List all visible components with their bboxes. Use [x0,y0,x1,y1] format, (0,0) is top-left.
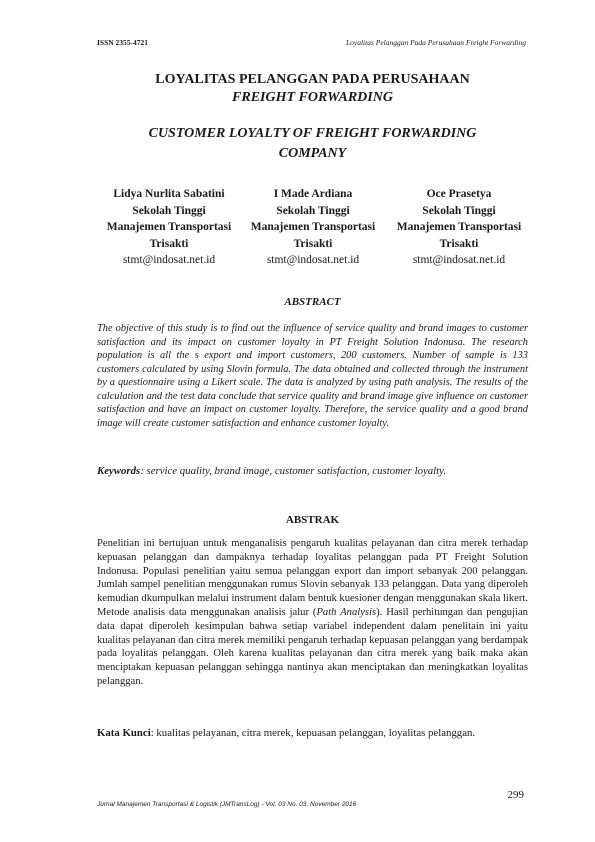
abstrak-heading: ABSTRAK [285,514,340,526]
issn-label: ISSN 2355-4721 [97,38,149,47]
author-block [384,186,534,269]
author-email: stmt@indosat.net.id [266,254,360,266]
author-name: Lidya Nurlita Sabatini [113,188,225,200]
title-id-line2: FREIGHT FORWARDING [232,90,393,105]
author-block [238,186,388,269]
kata-kunci-label: Kata Kunci [97,727,151,739]
author-name: Oce Prasetya [426,188,492,200]
title-en-line2: COMPANY [278,146,347,161]
page-number: 299 [507,789,524,801]
title-indonesian [60,71,565,107]
abstrak-body [97,537,528,689]
journal-footer: Jurnal Manajemen Transportasi & Logistik (JMTransLog) - Vol. 03 No. 03, November 2016 [97,801,357,808]
running-title: Loyalitas Pelanggan Pada Perusahaan Freight Forwarding [345,38,526,47]
title-english [60,124,565,164]
keywords-english [97,465,528,477]
abstract-heading: ABSTRACT [284,296,341,308]
author-affiliation: Sekolah Tinggi Manajemen Transportasi Trisakti [396,204,522,250]
kata-kunci-text: : kualitas pelayanan, citra merek, kepuasan pelanggan, loyalitas pelanggan. [150,727,476,739]
author-block [94,186,244,269]
author-affiliation: Sekolah Tinggi Manajemen Transportasi Trisakti [106,204,232,250]
author-name: I Made Ardiana [273,188,353,200]
abstrak-text-part1: Penelitian ini bertujuan untuk menganalisis pengaruh kualitas pelayanan dan citra merek terhadap kepuasan pelanggan dan dampaknya terhadap loyalitas pelanggan pada PT Freight Solution Indonusa. Populasi penelitian yaitu semua pelanggan export dan import sebanyak 200 pelanggan. Jumlah sampel penelitian menggunakan rumus Slovin sebanyak 133 pelanggan. Data yang diperoleh kemudian dkumpulkan melalui instrument dalam bentuk kuesioner dengan menggunakan skala likert. Metode analisis data menggunakan analisis jalur ( [97,538,528,618]
keywords-indonesian [97,727,528,739]
abstrak-text-part2: ). Hasil perhitungan dan pengujian data dapat diperoleh kesimpulan bahwa setiap variabel independent dalam penelitain ini yaitu kualitas pelayanan dan citra merek memiliki pengaruh terhadap kepuasan pelanggan yang berdampak pada loyalitas pelanggan. Oleh karena kualitas pelayanan dan citra merek yang baik maka akan menciptakan kepuasan pelanggan sehingga nantinya akan menciptakan dan meningkatkan loyalitas pelanggan. [97,606,528,687]
keywords-text: : service quality, brand image, customer satisfaction, customer loyalty. [140,465,447,477]
abstrak-text-italic: Path Analysis [316,606,377,618]
title-en-line1: CUSTOMER LOYALTY OF FREIGHT FORWARDING [148,126,477,141]
author-email: stmt@indosat.net.id [412,254,506,266]
title-id-line1: LOYALITAS PELANGGAN PADA PERUSAHAAN [155,72,470,87]
author-affiliation: Sekolah Tinggi Manajemen Transportasi Trisakti [250,204,376,250]
abstract-body: The objective of this study is to find out the influence of service quality and brand images to customer satisfaction and its impact on customer loyalty in PT Freight Solution Indonusa. The research population is all the s export and import customers, 200 customers. Number of sample is 133 customers calculated by using Slovin formula. The data obtained and collected through the instrument by a questionnaire using a Likert scale. The data is analyzed by using path analysis. The results of the calculation and the test data conclude that service quality and brand image give influence on customer satisfaction and have an impact on customer loyalty. Therefore, the service quality and a good brand image will create customer satisfaction and enhance customer loyalty. [97,323,528,429]
author-email: stmt@indosat.net.id [122,254,216,266]
keywords-label: Keywords [97,465,141,477]
